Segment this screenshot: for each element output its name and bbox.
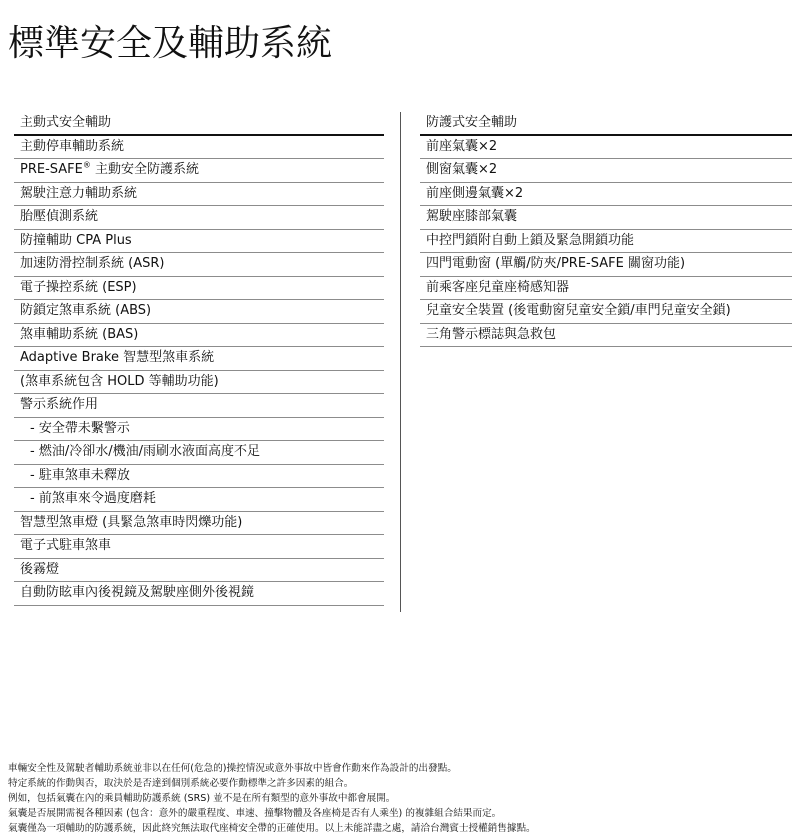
- list-item: 前座氣囊×2: [420, 136, 792, 160]
- list-item: 煞車輔助系統 (BAS): [14, 324, 384, 348]
- passive-safety-column: [420, 112, 792, 347]
- list-item: 四門電動窗 (單觸/防夾/PRE-SAFE 關窗功能): [420, 253, 792, 277]
- list-sub-item: - 前煞車來令過度磨耗: [14, 488, 384, 512]
- list-item: 自動防眩車內後視鏡及駕駛座側外後視鏡: [14, 582, 384, 606]
- list-item: 電子操控系統 (ESP): [14, 277, 384, 301]
- list-item: 前乘客座兒童座椅感知器: [420, 277, 792, 301]
- column-divider: [400, 112, 401, 612]
- list-sub-item: - 駐車煞車未釋放: [14, 465, 384, 489]
- registered-mark: ®: [82, 160, 91, 170]
- list-item: 駕駛座膝部氣囊: [420, 206, 792, 230]
- list-item: 三角警示標誌與急救包: [420, 324, 792, 348]
- footnote-line: 氣囊僅為一項輔助的防護系統，因此終究無法取代座椅安全帶的正確使用。以上未能詳盡之處，請洽台灣賓士授權銷售據點。: [8, 823, 536, 834]
- footnote-line: 特定系統的作動與否，取決於是否達到個別系統必要作動標準之許多因素的組合。: [8, 778, 354, 789]
- list-item: 防撞輔助 CPA Plus: [14, 230, 384, 254]
- list-item: 兒童安全裝置 (後電動窗兒童安全鎖/車門兒童安全鎖): [420, 300, 792, 324]
- list-item-text: PRE-SAFE: [20, 162, 83, 177]
- active-safety-column: [14, 112, 384, 606]
- list-sub-item: - 安全帶未繫警示: [14, 418, 384, 442]
- footnote-line: 車輛安全性及駕駛者輔助系統並非以在任何(危急的)操控情況或意外事故中皆會作動來作為設計的出發點。: [8, 763, 457, 774]
- list-item: 智慧型煞車燈 (具緊急煞車時閃爍功能): [14, 512, 384, 536]
- list-item: 中控門鎖附自動上鎖及緊急開鎖功能: [420, 230, 792, 254]
- list-item: 警示系統作用: [14, 394, 384, 418]
- list-item: 後霧燈: [14, 559, 384, 583]
- list-item: 側窗氣囊×2: [420, 159, 792, 183]
- list-item: 防鎖定煞車系統 (ABS): [14, 300, 384, 324]
- list-item: 加速防滑控制系統 (ASR): [14, 253, 384, 277]
- footnote-line: 氣囊是否展開需視各種因素 (包含：意外的嚴重程度、車速、撞擊物體及各座椅是否有人乘坐) 的複雜組合結果而定。: [8, 808, 502, 819]
- list-sub-item: - 燃油/冷卻水/機油/雨刷水液面高度不足: [14, 441, 384, 465]
- list-item: 主動停車輔助系統: [14, 136, 384, 160]
- list-item: (煞車系統包含 HOLD 等輔助功能): [14, 371, 384, 395]
- footnotes: [8, 761, 792, 836]
- active-safety-heading: 主動式安全輔助: [14, 112, 384, 136]
- list-item: 胎壓偵測系統: [14, 206, 384, 230]
- footnote-line: 例如，包括氣囊在內的乘員輔助防護系統 (SRS) 並不是在所有類型的意外事故中都會展開。: [8, 793, 396, 804]
- list-item: 前座側邊氣囊×2: [420, 183, 792, 207]
- page-title: 標準安全及輔助系統: [8, 23, 333, 64]
- list-item: [14, 159, 384, 183]
- list-item: Adaptive Brake 智慧型煞車系統: [14, 347, 384, 371]
- list-item: 駕駛注意力輔助系統: [14, 183, 384, 207]
- list-item: 電子式駐車煞車: [14, 535, 384, 559]
- list-item-text-rest: 主動安全防護系統: [90, 162, 199, 177]
- passive-safety-heading: 防護式安全輔助: [420, 112, 792, 136]
